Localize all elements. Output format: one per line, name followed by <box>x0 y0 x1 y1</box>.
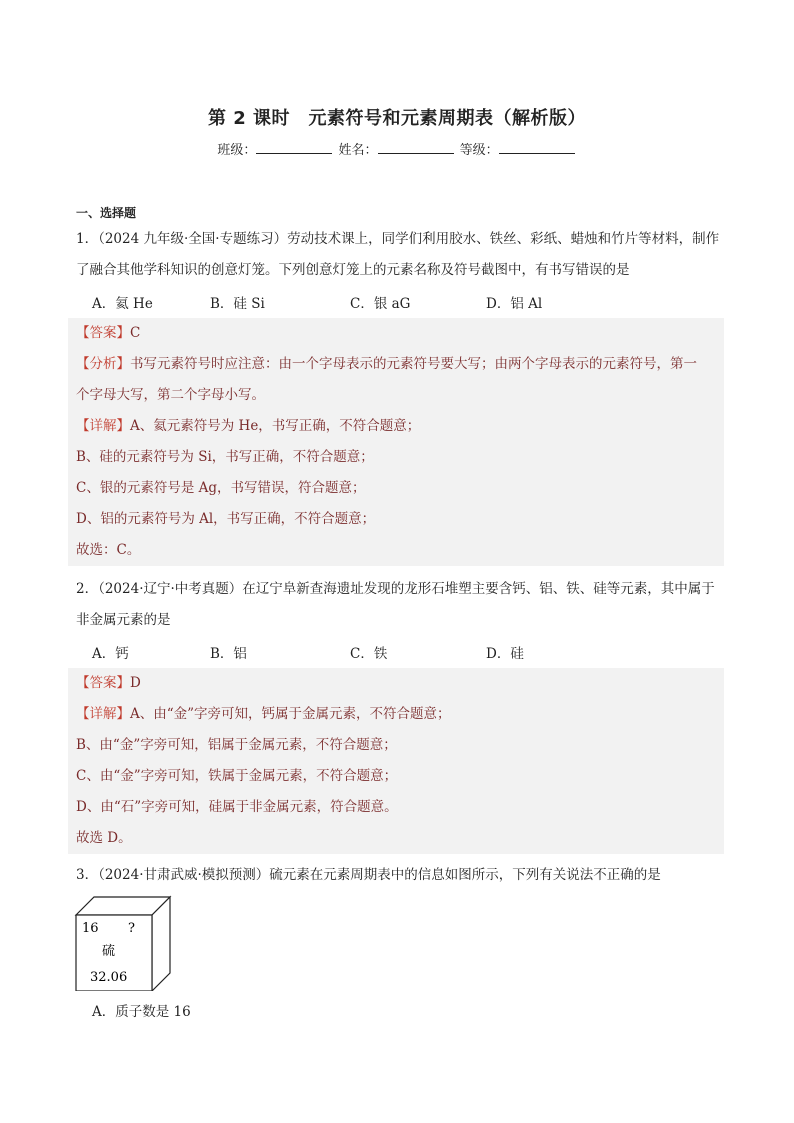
q1-detail-text1: A、氦元素符号为 He，书写正确，不符合题意； <box>130 418 421 434</box>
q2-stem <box>76 574 721 636</box>
q3-option-a: A．质子数是 16 <box>92 1004 191 1020</box>
section-heading: 一、选择题 <box>76 206 137 220</box>
q1-analysis-text1: 书写元素符号时应注意：由一个字母表示的元素符号要大写；由两个字母表示的元素符号，第一 <box>130 356 697 372</box>
q2-option-c: C．铁 <box>350 646 388 662</box>
grade-label: 等级： <box>459 143 499 158</box>
class-blank[interactable] <box>256 141 332 154</box>
q1-analysis-line1 <box>68 349 724 380</box>
q2-stem-line1: 2．（2024·辽宁·中考真题）在辽宁阜新查海遗址发现的龙形石堆塑主要含钙、铝、铁、硅等元素，其中属于 <box>76 581 715 597</box>
q2-answer-line <box>68 668 724 699</box>
answer-tag: 【答案】 <box>76 675 130 691</box>
q2-option-b: B．铝 <box>210 646 247 662</box>
q1-analysis-line2: 个字母大写，第二个字母小写。 <box>76 387 265 403</box>
q2-option-d: D．硅 <box>486 646 524 662</box>
q2-detail-line1 <box>68 699 724 730</box>
cell-symbol: ? <box>128 921 135 936</box>
q1-answer: C <box>130 325 141 341</box>
q2-detail-line2: B、由“金”字旁可知，铝属于金属元素，不符合题意； <box>76 737 397 753</box>
q3-stem-line1: 3．（2024·甘肃武威·模拟预测）硫元素在元素周期表中的信息如图所示，下列有关说法不正确的是 <box>76 867 661 883</box>
q1-conclusion: 故选：C。 <box>76 542 141 558</box>
q2-detail-line3: C、由“金”字旁可知，铁属于金属元素，不符合题意； <box>76 768 398 784</box>
q3-stem <box>76 860 721 891</box>
q1-answer-line <box>68 318 724 349</box>
q1-option-a: A．氦 He <box>92 296 153 312</box>
q2-detail-line4: D、由“石”字旁可知，硅属于非金属元素，符合题意。 <box>76 799 398 815</box>
q1-detail-line1 <box>68 411 724 442</box>
q1-option-c: C．银 aG <box>350 296 411 312</box>
q1-option-b: B．硅 Si <box>210 296 265 312</box>
q2-detail-text1: A、由“金”字旁可知，钙属于金属元素，不符合题意； <box>130 706 451 722</box>
class-label: 班级： <box>217 143 257 158</box>
q2-options <box>92 642 712 662</box>
cell-element-name: 硫 <box>102 944 116 959</box>
q1-option-d: D．铝 Al <box>486 296 543 312</box>
cell-atomic-number: 16 <box>82 921 99 936</box>
grade-blank[interactable] <box>499 141 575 154</box>
q1-options <box>92 292 712 312</box>
q1-answer-block <box>68 318 724 566</box>
page-title: 第 2 课时 元素符号和元素周期表（解析版） <box>207 108 587 129</box>
name-label: 姓名： <box>338 143 378 158</box>
q1-detail-line4: D、铝的元素符号为 Al，书写正确，不符合题意； <box>76 511 376 527</box>
q2-conclusion: 故选 D。 <box>76 830 132 846</box>
q1-detail-line3: C、银的元素符号是 Ag，书写错误，符合题意； <box>76 480 366 496</box>
q1-stem-line1: 1．（2024 九年级·全国·专题练习）劳动技术课上，同学们利用胶水、铁丝、彩纸、蜡烛和竹片等材料，制作 <box>76 231 720 247</box>
periodic-cell-figure <box>74 895 174 991</box>
analysis-tag: 【分析】 <box>76 356 130 372</box>
cell-atomic-mass: 32.06 <box>90 970 128 985</box>
q1-stem-line2: 了融合其他学科知识的创意灯笼。下列创意灯笼上的元素名称及符号截图中，有书写错误的是 <box>76 262 630 278</box>
q2-option-a: A．钙 <box>92 646 129 662</box>
detail-tag: 【详解】 <box>76 418 130 434</box>
q2-answer: D <box>130 675 141 691</box>
q2-stem-line2: 非金属元素的是 <box>76 612 171 628</box>
q2-answer-block <box>68 668 724 854</box>
detail-tag: 【详解】 <box>76 706 130 722</box>
q1-stem <box>76 224 721 286</box>
name-blank[interactable] <box>378 141 454 154</box>
answer-tag: 【答案】 <box>76 325 130 341</box>
q1-detail-line2: B、硅的元素符号为 Si，书写正确，不符合题意； <box>76 449 374 465</box>
student-info-row <box>0 139 794 158</box>
